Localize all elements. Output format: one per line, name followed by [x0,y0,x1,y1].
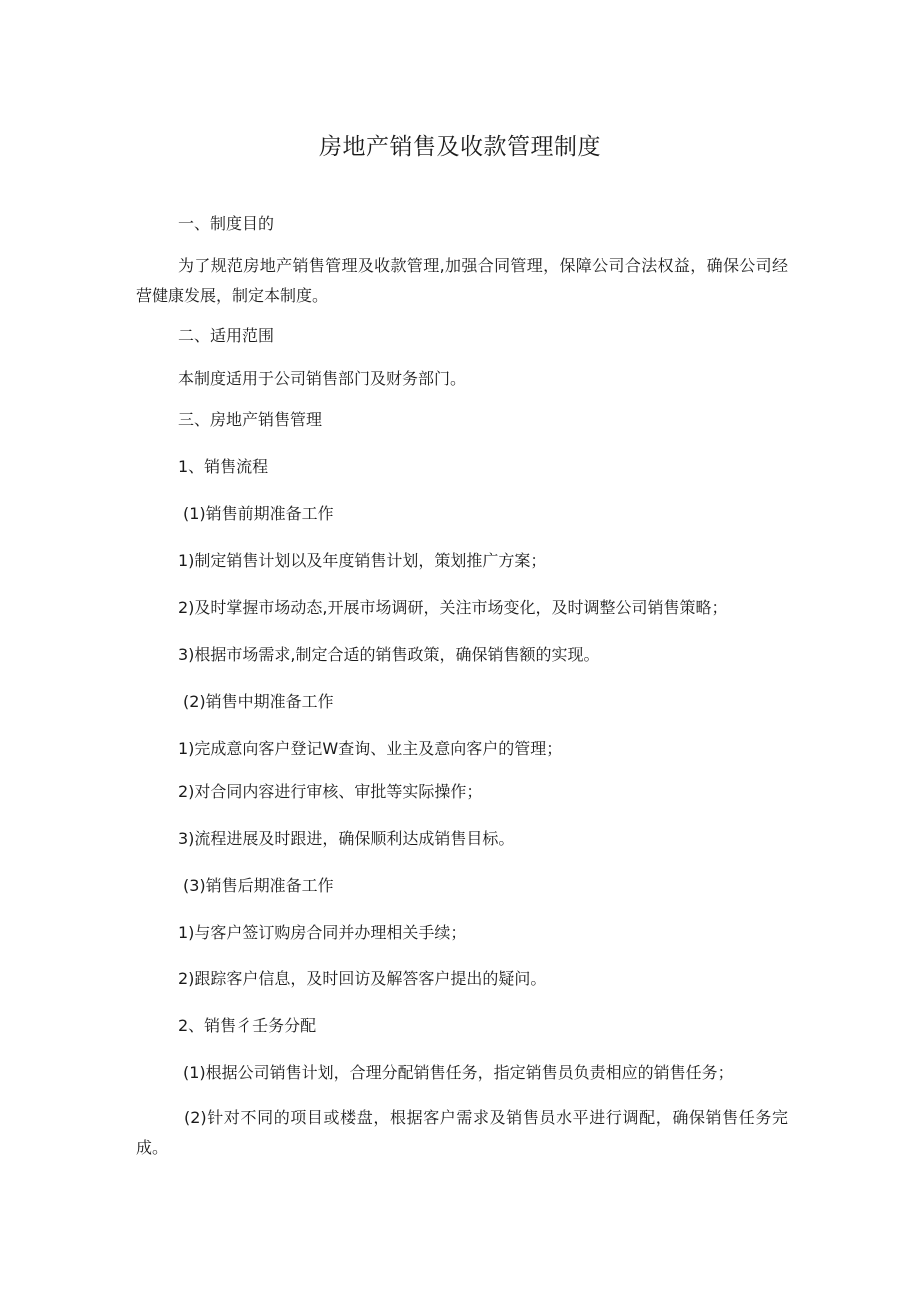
document-title: 房地产销售及收款管理制度 [319,134,601,160]
subsection-heading-task-allocation: 2、销售彳壬务分配 [178,1016,317,1035]
list-item: 1)制定销售计划以及年度销售计划，策划推广方案； [178,551,547,570]
list-item: 2)对合同内容进行审核、审批等实际操作； [178,782,483,801]
section-heading-scope: 二、适用范围 [178,326,275,345]
list-item: 2)及时掌握市场动态,开展市场调研，关注市场变化，及时调整公司销售策略； [178,598,728,617]
list-item: (2)针对不同的项目或楼盘，根据客户需求及销售员水平进行调配，确保销售任务完成。 [136,1108,788,1157]
phase-heading-post-sales: (3)销售后期准备工作 [183,876,334,895]
list-item: 2)跟踪客户信息，及时回访及解答客户提出的疑问。 [178,969,547,988]
subsection-heading-sales-process: 1、销售流程 [178,457,269,476]
section-heading-sales-management: 三、房地产销售管理 [178,410,323,429]
section-heading-purpose: 一、制度目的 [178,214,275,233]
list-item: 1)完成意向客户登记W查询、业主及意向客户的管理； [178,739,563,758]
list-item: (1)根据公司销售计划，合理分配销售任务，指定销售员负责相应的销售任务； [183,1063,734,1082]
section-body-purpose: 为了规范房地产销售管理及收款管理,加强合同管理，保障公司合法权益，确保公司经营健康发展，制定本制度。 [136,256,788,305]
list-item: 3)根据市场需求,制定合适的销售政策，确保销售额的实现。 [178,645,600,664]
list-item: 1)与客户签订购房合同并办理相关手续； [178,923,467,942]
section-body-scope: 本制度适用于公司销售部门及财务部门。 [178,369,467,388]
list-item: 3)流程进展及时跟进，确保顺利达成销售目标。 [178,829,515,848]
phase-heading-pre-sales: (1)销售前期准备工作 [183,504,334,523]
phase-heading-mid-sales: (2)销售中期准备工作 [183,692,334,711]
